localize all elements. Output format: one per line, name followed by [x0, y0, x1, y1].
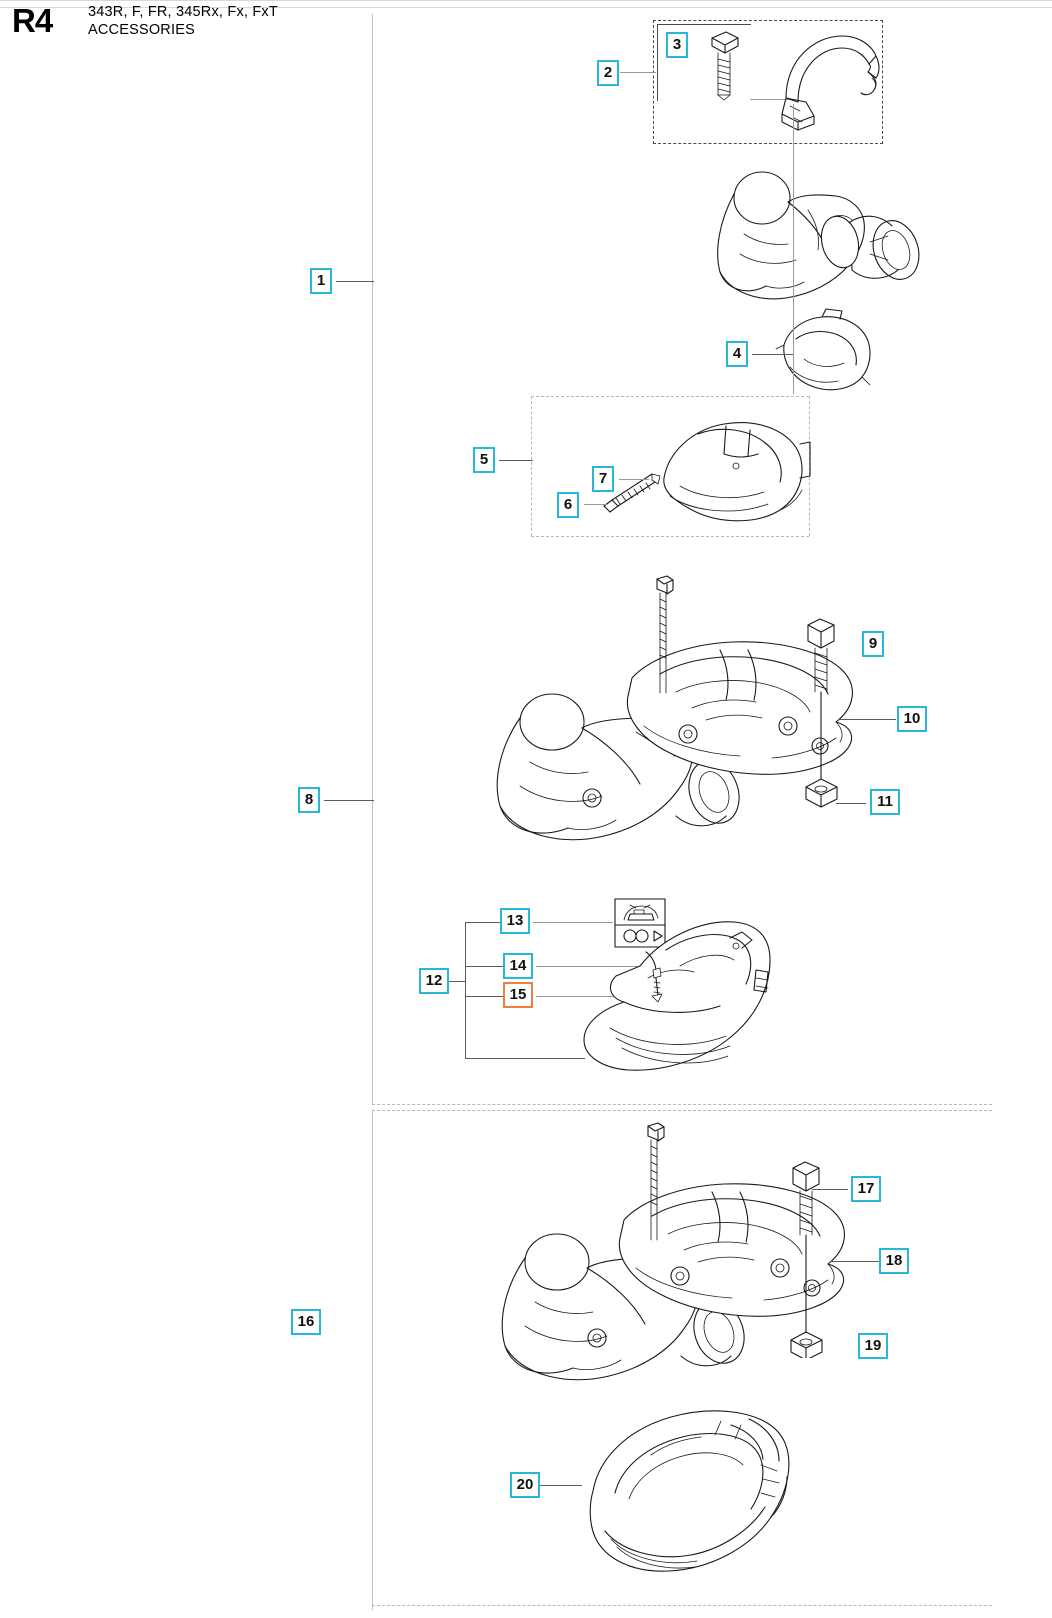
artwork-bottom-guard — [565, 1395, 825, 1585]
callout-8[interactable]: 8 — [298, 787, 320, 813]
leader-6 — [584, 504, 608, 505]
leader-11 — [836, 803, 866, 804]
callout-19[interactable]: 19 — [858, 1333, 888, 1359]
group-rule-upper — [372, 14, 373, 1104]
page-code: R4 — [12, 2, 53, 39]
leader-1 — [336, 281, 374, 282]
leader-12-13 — [465, 922, 500, 923]
leader-12-bracket — [465, 922, 466, 1058]
leader-8 — [324, 800, 374, 801]
artwork-long-screw-group16 — [641, 1122, 671, 1252]
callout-2[interactable]: 2 — [597, 60, 619, 86]
leader-17 — [812, 1189, 848, 1190]
artwork-small-screws-group12 — [640, 950, 680, 1010]
callout-13[interactable]: 13 — [500, 908, 530, 934]
leader-2 — [620, 72, 656, 73]
leader-20 — [538, 1485, 582, 1486]
leader-12-14 — [465, 966, 503, 967]
callout-3[interactable]: 3 — [666, 32, 688, 58]
page-header — [0, 0, 1052, 46]
artwork-long-screw-group8 — [650, 575, 680, 705]
assembly-axis-1 — [793, 104, 794, 394]
artwork-shroud-group12 — [570, 910, 790, 1080]
callout-11[interactable]: 11 — [870, 789, 900, 815]
group-separator-bottom — [372, 1110, 992, 1111]
callout-12[interactable]: 12 — [419, 968, 449, 994]
artwork-trigger-lever — [766, 305, 886, 405]
callout-16[interactable]: 16 — [291, 1309, 321, 1335]
callout-20[interactable]: 20 — [510, 1472, 540, 1498]
group-separator-top — [372, 1104, 992, 1105]
group-separator-end — [372, 1605, 992, 1606]
leader-7 — [619, 479, 649, 480]
leader-18 — [830, 1261, 880, 1262]
callout-17[interactable]: 17 — [851, 1176, 881, 1202]
leader-5 — [499, 460, 533, 461]
callout-4[interactable]: 4 — [726, 341, 748, 367]
artwork-screw-nut-group8 — [800, 615, 850, 815]
model-line: 343R, F, FR, 345Rx, Fx, FxT — [88, 4, 278, 20]
group-rule-lower — [372, 1110, 373, 1610]
callout-6[interactable]: 6 — [557, 492, 579, 518]
leader-4 — [752, 354, 794, 355]
section-title: ACCESSORIES — [88, 22, 195, 38]
leader-12 — [446, 981, 466, 982]
callout-15[interactable]: 15 — [503, 982, 533, 1008]
leader-12-15 — [465, 996, 503, 997]
callout-1[interactable]: 1 — [310, 268, 332, 294]
subassembly-box-5-top — [531, 396, 809, 397]
leader-12-bottom — [465, 1058, 585, 1059]
callout-14[interactable]: 14 — [503, 953, 533, 979]
subassembly-box-5-bottom — [531, 536, 809, 537]
artwork-screw-nut-group16 — [785, 1158, 835, 1358]
callout-9[interactable]: 9 — [862, 631, 884, 657]
artwork-clamp-bolt — [690, 26, 890, 146]
subassembly-box-5-left — [531, 396, 532, 536]
callout-18[interactable]: 18 — [879, 1248, 909, 1274]
callout-10[interactable]: 10 — [897, 706, 927, 732]
callout-5[interactable]: 5 — [473, 447, 495, 473]
callout-7[interactable]: 7 — [592, 466, 614, 492]
